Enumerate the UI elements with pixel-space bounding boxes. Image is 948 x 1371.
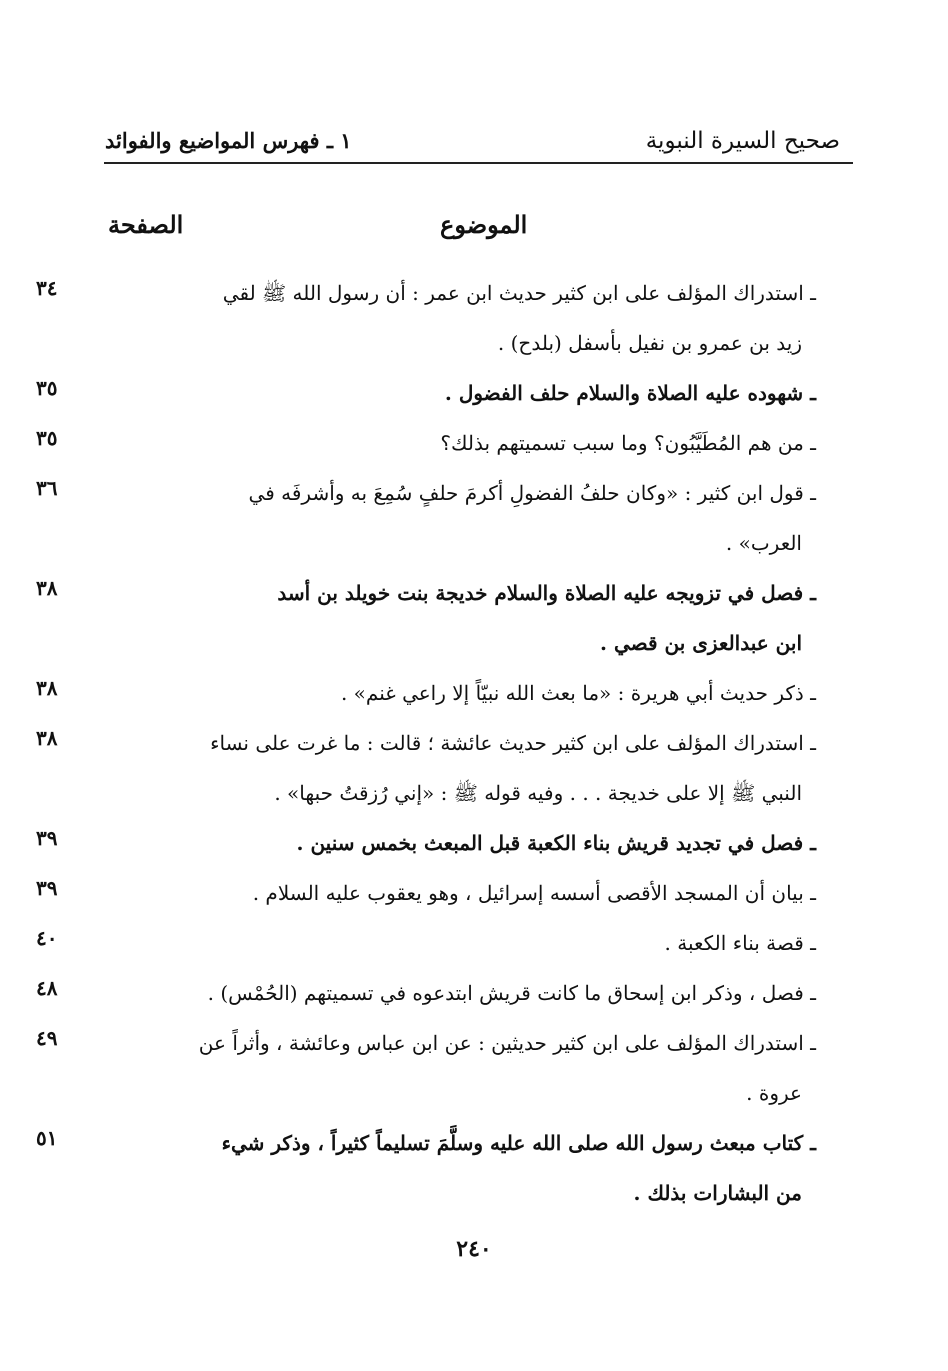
index-entry <box>36 1118 816 1218</box>
entry-line: من البشارات بذلك . <box>633 1181 802 1205</box>
entry-text <box>116 418 816 468</box>
entry-page-number: ٣٨ <box>36 676 58 700</box>
entry-page-number: ٣٨ <box>36 576 58 600</box>
entry-text <box>116 368 816 418</box>
entry-text <box>116 968 816 1018</box>
entry-text <box>116 268 816 368</box>
entry-text <box>116 1118 816 1218</box>
index-entry <box>36 868 816 918</box>
entry-line: زيد بن عمرو بن نفيل بأسفل (بلدح) . <box>497 331 802 355</box>
entry-page-number: ٣٩ <box>36 876 58 900</box>
index-entry <box>36 568 816 668</box>
index-entry <box>36 718 816 818</box>
entry-line: ـ شهوده عليه الصلاة والسلام حلف الفضول . <box>444 381 816 405</box>
section-title: ١ ـ فهرس المواضيع والفوائد <box>105 128 352 153</box>
entry-line: ـ قصة بناء الكعبة . <box>664 931 816 955</box>
entry-text <box>116 818 816 868</box>
entry-text <box>116 718 816 818</box>
entry-text <box>116 1018 816 1118</box>
index-entries <box>36 268 816 1218</box>
entry-line: ـ من هم المُطَيَّبُون؟ وما سبب تسميتهم بذلك؟ <box>440 431 816 455</box>
index-entry <box>36 268 816 368</box>
page-number: ٢٤٠ <box>456 1236 492 1262</box>
entry-text <box>116 568 816 668</box>
index-entry <box>36 968 816 1018</box>
entry-page-number: ٣٤ <box>36 276 58 300</box>
header-rule <box>104 162 853 164</box>
index-entry <box>36 468 816 568</box>
running-head <box>105 128 840 160</box>
entry-line: ابن عبدالعزى بن قصي . <box>600 631 802 655</box>
entry-page-number: ٣٨ <box>36 726 58 750</box>
index-entry <box>36 418 816 468</box>
index-entry <box>36 918 816 968</box>
entry-line: ـ قول ابن كثير : «وكان حلفُ الفضولِ أكرمَ حلفٍ سُمِعَ به وأشرفَه في <box>248 481 816 505</box>
entry-page-number: ٣٦ <box>36 476 58 500</box>
entry-page-number: ٤٨ <box>36 976 58 1000</box>
index-entry <box>36 368 816 418</box>
entry-page-number: ٣٥ <box>36 426 58 450</box>
entry-line: ـ ذكر حديث أبي هريرة : «ما بعث الله نبيّاً إلا راعي غنم» . <box>340 681 816 705</box>
page-column-heading: الصفحة <box>108 210 184 239</box>
index-entry <box>36 818 816 868</box>
entry-text <box>116 468 816 568</box>
index-entry <box>36 1018 816 1118</box>
entry-line: ـ استدراك المؤلف على ابن كثير حديثين : عن ابن عباس وعائشة ، وأثراً عن <box>198 1031 816 1055</box>
book-title: صحيح السيرة النبوية <box>645 128 840 154</box>
entry-line: ـ بيان أن المسجد الأقصى أسسه إسرائيل ، وهو يعقوب عليه السلام . <box>252 881 816 905</box>
entry-line: عروة . <box>746 1081 802 1105</box>
entry-text <box>116 918 816 968</box>
entry-text <box>116 668 816 718</box>
entry-line: ـ فصل في تزويجه عليه الصلاة والسلام خديجة بنت خويلد بن أسد <box>277 581 816 605</box>
entry-page-number: ٣٩ <box>36 826 58 850</box>
entry-page-number: ٣٥ <box>36 376 58 400</box>
entry-line: ـ استدراك المؤلف على ابن كثير حديث ابن عمر : أن رسول الله ﷺ لقي <box>222 281 816 305</box>
entry-line: ـ فصل ، وذكر ابن إسحاق ما كانت قريش ابتدعوه في تسميتهم (الحُمْس) . <box>207 981 816 1005</box>
entry-text <box>116 868 816 918</box>
entry-line: العرب» . <box>725 531 802 555</box>
subject-column-heading: الموضوع <box>440 210 528 239</box>
entry-line: ـ استدراك المؤلف على ابن كثير حديث عائشة ؛ قالت : ما غرت على نساء <box>210 731 816 755</box>
entry-line: النبي ﷺ إلا على خديجة . . . وفيه قوله ﷺ : «إني رُزقتُ حبها» . <box>274 781 802 805</box>
entry-line: ـ فصل في تجديد قريش بناء الكعبة قبل المبعث بخمس سنين . <box>296 831 816 855</box>
entry-page-number: ٥١ <box>36 1126 58 1150</box>
entry-page-number: ٤٩ <box>36 1026 58 1050</box>
entry-page-number: ٤٠ <box>36 926 58 950</box>
entry-line: ـ كتاب مبعث رسول الله صلى الله عليه وسلَّمَ تسليماً كثيراً ، وذكر شيء <box>221 1131 816 1155</box>
index-entry <box>36 668 816 718</box>
